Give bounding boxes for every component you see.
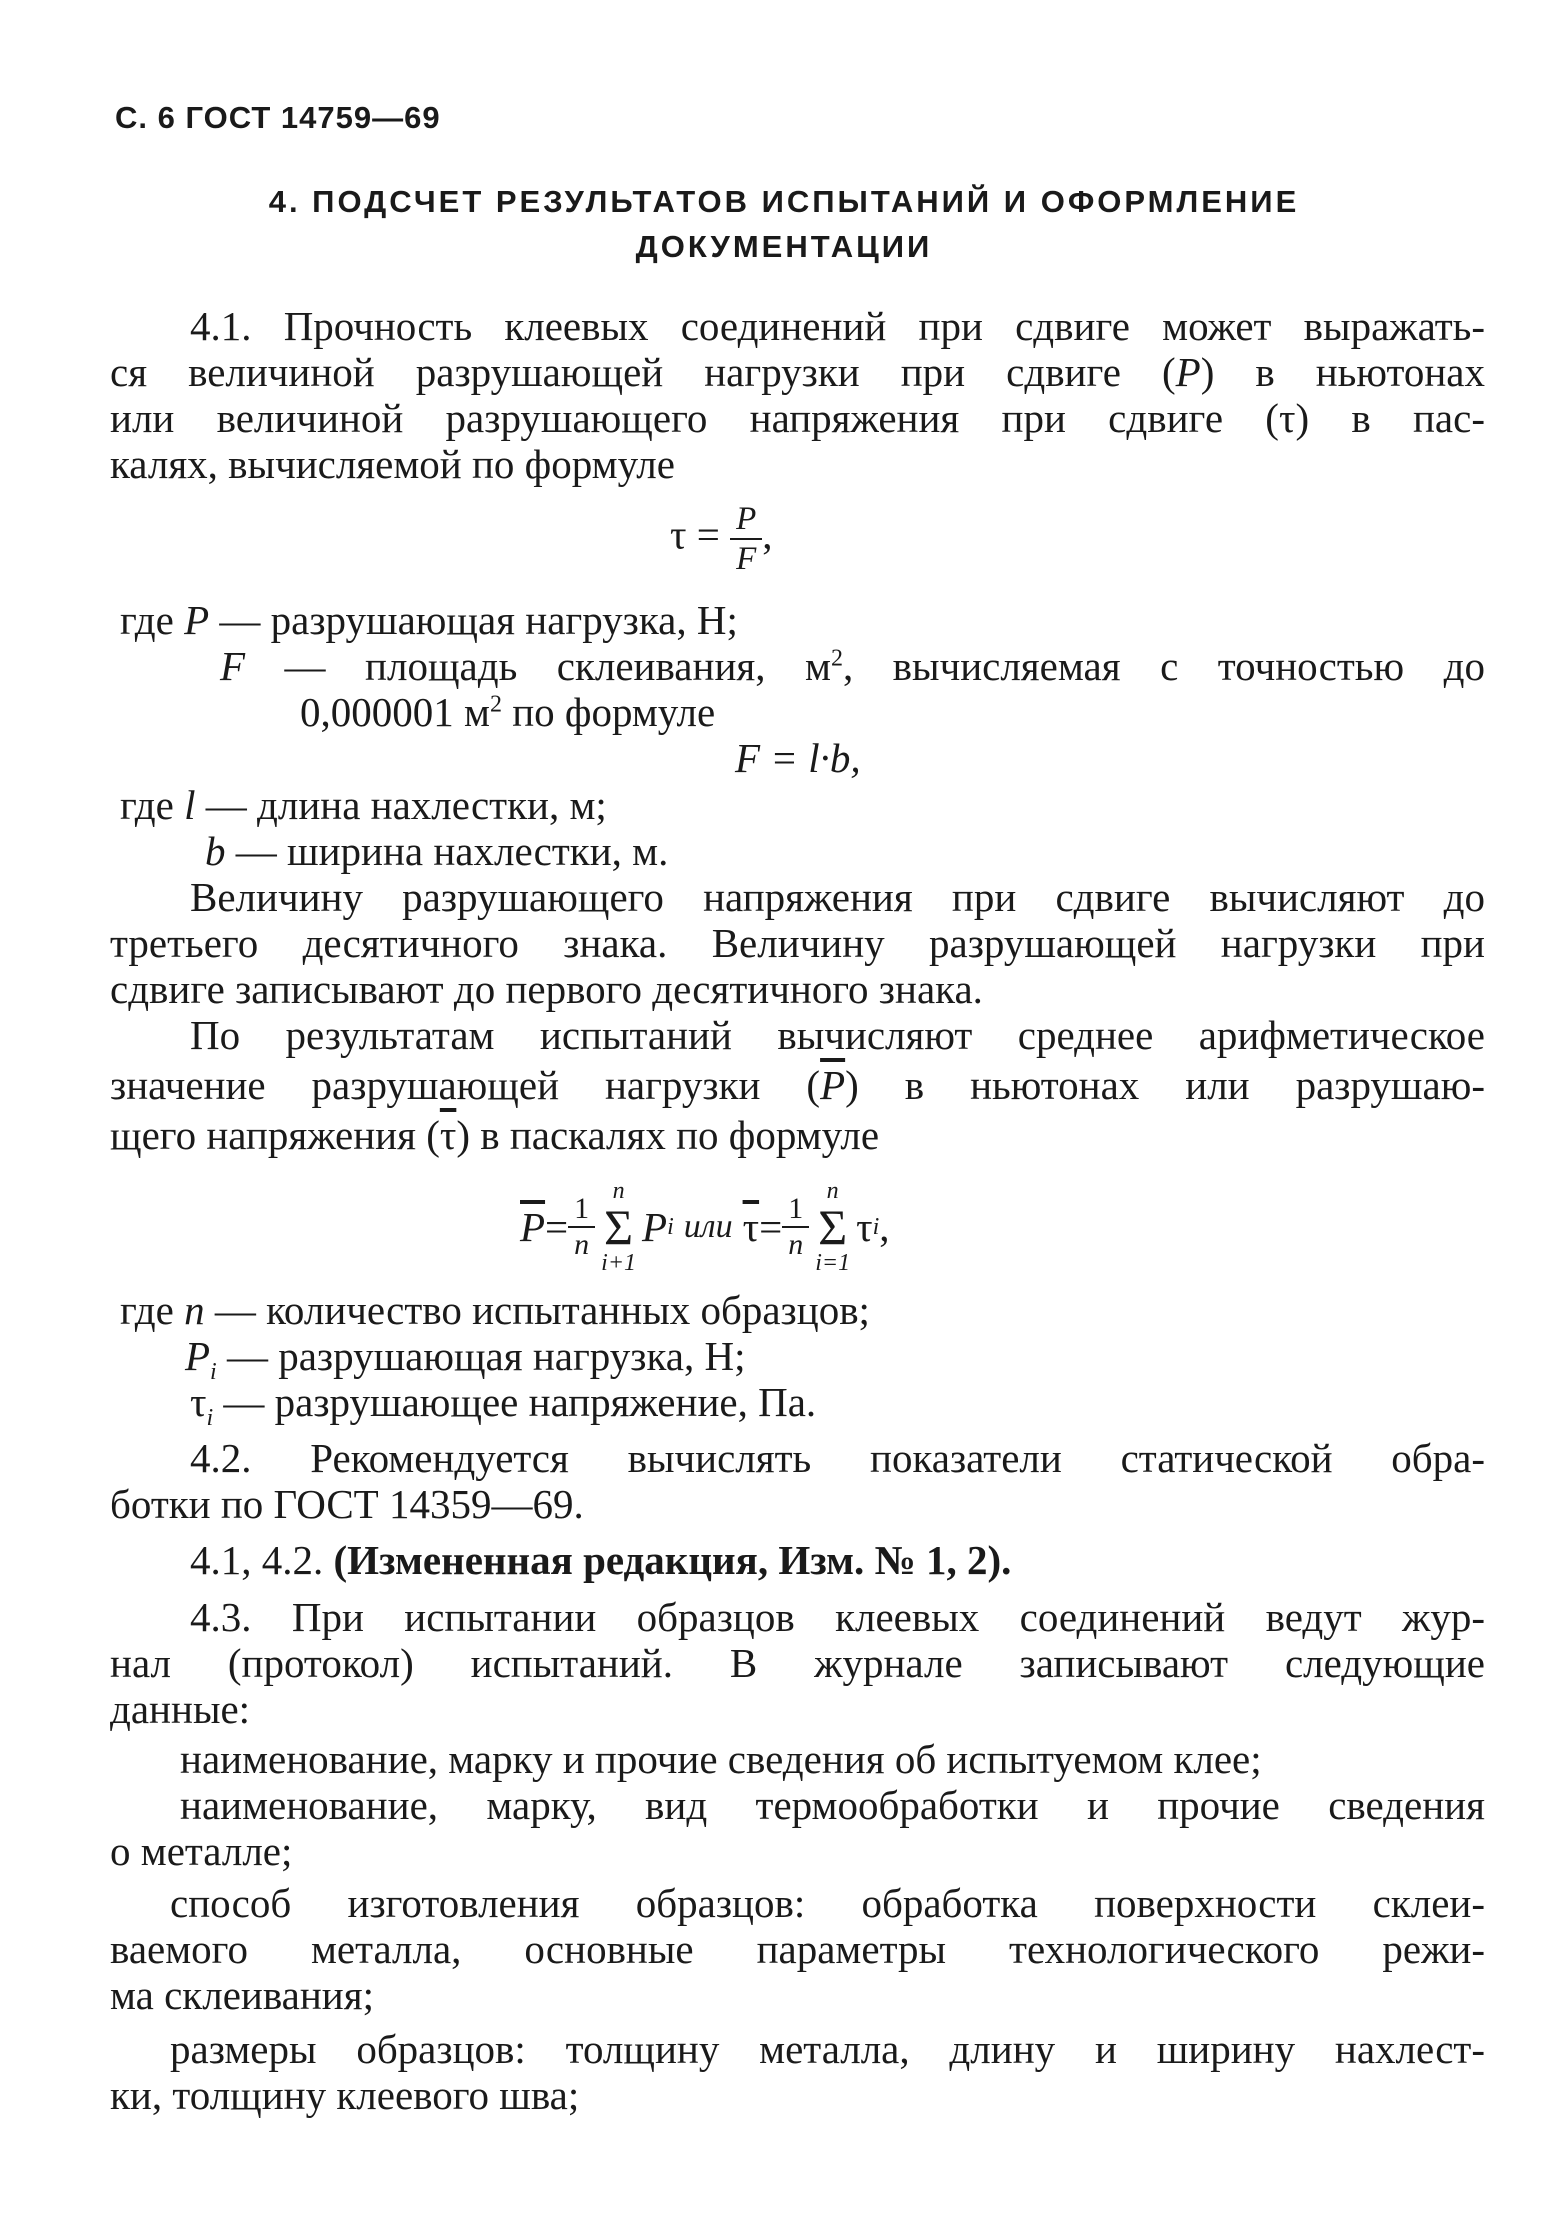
page-header: С. 6 ГОСТ 14759—69 [115,100,441,135]
section-title-line1: 4. ПОДСЧЕТ РЕЗУЛЬТАТОВ ИСПЫТАНИЙ И ОФОРМЛЕНИЕ [268,184,1300,219]
def-n: где n — количество испытанных образцов; [120,1287,870,1333]
def-f: F — площадь склеивания, $м^2$, вычисляемая с точностью до [220,643,1485,689]
p42-line1: 4.2. Рекомендуется вычислять показатели статической обра- [190,1435,1485,1481]
p-results-line3: щего напряжения $(\overline{\tau})$ в паскалях по формуле [110,1112,880,1158]
sum-symbol-1: n Σ i+1 [601,1178,637,1276]
formula-mean: $\overline{P}$ = $\frac{1}{n}$ n Σ i+1 P i или $\overline{\tau}$ = $\frac{1}{n}$ n Σ i=1 τ i , [520,1178,890,1276]
p43-line2: нал (протокол) испытаний. В журнале записывают следующие [110,1640,1485,1686]
p42-line2: ботки по ГОСТ 14359—69. [110,1481,584,1527]
p-magnitude-line2: третьего десятичного знака. Величину разрушающей нагрузки при [110,920,1485,966]
list-item: способ изготовления образцов: обработка поверхности склеи- [170,1880,1485,1926]
fraction-one-over-n: $\frac{1}{n}$ [568,1192,595,1262]
p41-line1: 4.1. Прочность клеевых соединений при сдвиге может выражать- [190,303,1485,349]
fraction-one-over-n-2: $\frac{1}{n}$ [782,1192,809,1262]
p41-line4: калях, вычисляемой по формуле [110,441,675,487]
p-results-line2: значение разрушающей нагрузки $(\overline{P})$ в ньютонах или разрушаю- [110,1062,1485,1108]
p43-line3: данные: [110,1686,251,1732]
def-pi: $P_i$ — разрушающая нагрузка, Н; [185,1333,746,1386]
formula-tau: τ = $\frac{P}{F}$ , [670,501,773,577]
section-title-line2: ДОКУМЕНТАЦИИ [635,229,933,264]
def-f-cont: 0,000001 $м^2$ по формуле [300,689,716,735]
p-magnitude-line1: Величину разрушающего напряжения при сдвиге вычисляют до [190,874,1485,920]
p41-line3: или величиной разрушающего напряжения при сдвиге (τ) в пас- [110,395,1485,441]
list-item: размеры образцов: толщину металла, длину и ширину нахлест- [170,2026,1485,2072]
def-l: где l — длина нахлестки, м; [120,782,607,828]
list-item: наименование, марку и прочие сведения об испытуемом клее; [180,1736,1262,1782]
list-item-cont: ваемого металла, основные параметры технологического режи- [110,1926,1485,1972]
list-item: наименование, марку, вид термообработки и прочие сведения [180,1782,1485,1828]
list-item-cont: ма склеивания; [110,1972,374,2018]
list-item-cont: ки, толщину клеевого шва; [110,2072,580,2118]
fraction-p-over-f: $\frac{P}{F}$ [730,500,762,578]
formula-area: F = l·b, [735,735,861,781]
amendment-note: 4.1, 4.2. (Измененная редакция, Изм. № 1, 2). [190,1537,1012,1583]
list-item-cont: о металле; [110,1828,293,1874]
p43-line1: 4.3. При испытании образцов клеевых соединений ведут жур- [190,1594,1485,1640]
p-results-line1: По результатам испытаний вычисляют среднее арифметическое [190,1012,1485,1058]
def-b: b — ширина нахлестки, м. [205,828,669,874]
p-magnitude-line3: сдвиге записывают до первого десятичного знака. [110,966,983,1012]
p41-line2: ся величиной разрушающей нагрузки при сдвиге (P) в ньютонах [110,349,1485,395]
sum-symbol-2: n Σ i=1 [815,1178,851,1276]
def-p: где P — разрушающая нагрузка, Н; [120,597,738,643]
def-taui: $\tau_i$ — разрушающее напряжение, Па. [190,1379,817,1432]
